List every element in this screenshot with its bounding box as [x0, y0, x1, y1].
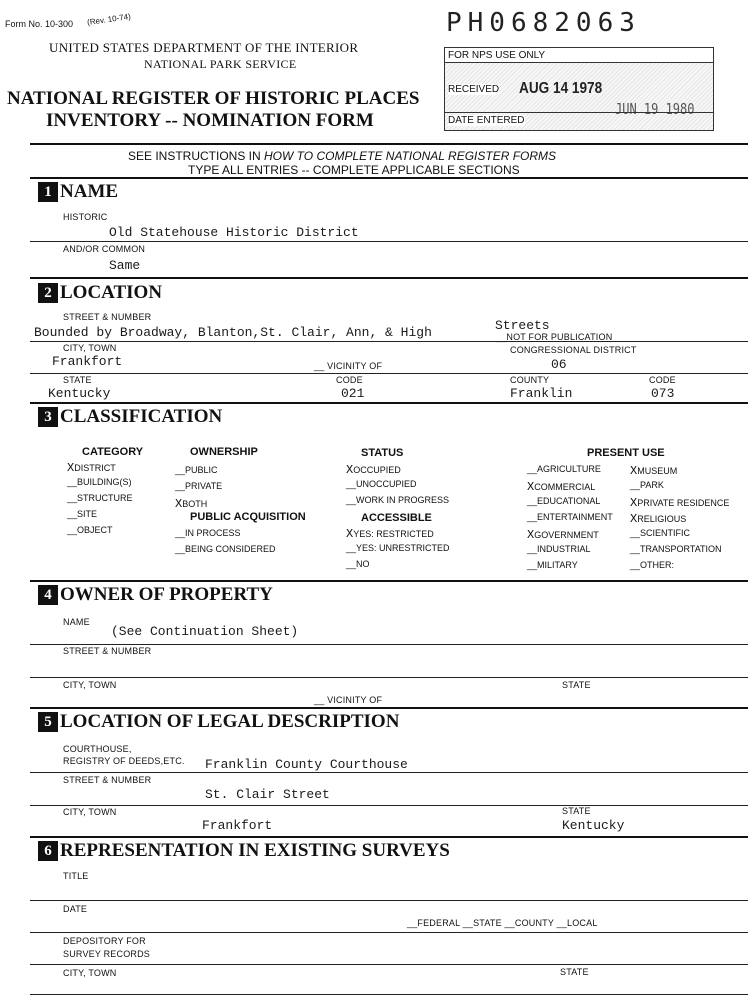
- handwritten-reference-number: PH0682063: [446, 8, 641, 38]
- common-name-value: Same: [109, 258, 141, 273]
- accessible-heading: ACCESSIBLE: [361, 512, 432, 524]
- section-number: 6: [38, 841, 58, 861]
- county-code-value: 073: [651, 386, 675, 401]
- department-name: UNITED STATES DEPARTMENT OF THE INTERIOR: [49, 40, 359, 55]
- section-number: 4: [38, 585, 58, 605]
- ownership-heading: OWNERSHIP: [190, 446, 258, 458]
- divider: [30, 143, 748, 145]
- legal-city-value: Frankfort: [202, 818, 273, 833]
- state-code-label: CODE: [336, 375, 363, 385]
- congressional-district-label: CONGRESSIONAL DISTRICT: [510, 345, 637, 355]
- state-value: Kentucky: [48, 386, 111, 401]
- status-list: [346, 463, 449, 511]
- received-label: RECEIVED: [448, 84, 500, 95]
- survey-state-label: STATE: [560, 967, 589, 977]
- courthouse-value: Franklin County Courthouse: [205, 757, 408, 772]
- depository-label-line1: DEPOSITORY FOR: [63, 936, 146, 946]
- entered-date-stamp: JUN 19 1980: [615, 100, 695, 118]
- checkbox-commercial[interactable]: XCOMMERCIAL: [527, 480, 596, 494]
- checkbox-unoccupied[interactable]: __UNOCCUPIED: [346, 479, 417, 489]
- checkbox-work-in-progress[interactable]: __WORK IN PROGRESS: [346, 495, 450, 505]
- owner-state-label: STATE: [562, 680, 591, 690]
- section-title: REPRESENTATION IN EXISTING SURVEYS: [60, 840, 450, 861]
- section-number: 5: [38, 712, 58, 732]
- present-use-right-list: [630, 464, 729, 576]
- checkbox-transportation[interactable]: __TRANSPORTATION: [630, 544, 722, 554]
- street-number-label: STREET & NUMBER: [63, 312, 152, 322]
- checkbox-agriculture[interactable]: __AGRICULTURE: [527, 464, 601, 474]
- checkbox-occupied[interactable]: XOCCUPIED: [346, 463, 401, 477]
- checkbox-yes-restricted[interactable]: XYES: RESTRICTED: [346, 527, 434, 541]
- vicinity-of-checkbox[interactable]: __ VICINITY OF: [314, 361, 383, 371]
- section-title: OWNER OF PROPERTY: [60, 584, 273, 605]
- checkbox-religious[interactable]: XRELIGIOUS: [630, 512, 687, 526]
- date-entered-label: DATE ENTERED: [448, 115, 525, 126]
- category-list: [67, 461, 133, 541]
- checkbox-no[interactable]: __NO: [346, 559, 370, 569]
- owner-name-value: (See Continuation Sheet): [111, 624, 299, 639]
- service-name: NATIONAL PARK SERVICE: [144, 57, 297, 71]
- section-title: LOCATION OF LEGAL DESCRIPTION: [60, 711, 400, 732]
- section-1-header: [38, 181, 118, 203]
- public-acquisition-heading: PUBLIC ACQUISITION: [190, 511, 306, 523]
- received-date-stamp: AUG 14 1978: [519, 80, 603, 97]
- city-town-label: CITY, TOWN: [63, 343, 117, 353]
- nps-use-only-box: [444, 47, 714, 131]
- survey-date-label: DATE: [63, 904, 88, 914]
- checkbox-private-residence[interactable]: XPRIVATE RESIDENCE: [630, 496, 730, 510]
- accessible-list: [346, 527, 450, 575]
- checkbox-district[interactable]: XDISTRICT: [67, 461, 116, 475]
- historic-label: HISTORIC: [63, 212, 108, 222]
- state-code-value: 021: [341, 386, 365, 401]
- checkbox-private[interactable]: __PRIVATE: [175, 481, 223, 491]
- streets-word: Streets: [495, 318, 550, 333]
- category-heading: CATEGORY: [82, 446, 144, 458]
- checkbox-museum[interactable]: XMUSEUM: [630, 464, 678, 478]
- status-heading: STATUS: [361, 447, 404, 459]
- section-number: 3: [38, 407, 58, 427]
- city-value: Frankfort: [52, 354, 123, 369]
- legal-state-value: Kentucky: [562, 818, 625, 833]
- section-2-header: [38, 282, 162, 304]
- checkbox-military[interactable]: __MILITARY: [527, 560, 578, 570]
- state-label: STATE: [63, 375, 92, 385]
- section-4-header: [38, 584, 273, 606]
- section-title: LOCATION: [60, 282, 163, 303]
- checkbox-being-considered[interactable]: __BEING CONSIDERED: [175, 544, 276, 554]
- checkbox-park[interactable]: __PARK: [630, 480, 664, 490]
- legal-street-label: STREET & NUMBER: [63, 775, 152, 785]
- checkbox-industrial[interactable]: __INDUSTRIAL: [527, 544, 591, 554]
- common-name-label: AND/OR COMMON: [63, 244, 146, 254]
- section-title: NAME: [60, 181, 119, 202]
- historic-name-value: Old Statehouse Historic District: [109, 225, 359, 240]
- checkbox-entertainment[interactable]: __ENTERTAINMENT: [527, 512, 613, 522]
- checkbox-structure[interactable]: __STRUCTURE: [67, 493, 133, 503]
- location-street-value: Bounded by Broadway, Blanton,St. Clair, Ann, & High: [34, 325, 432, 340]
- checkbox-educational[interactable]: __EDUCATIONAL: [527, 496, 601, 506]
- checkbox-government[interactable]: XGOVERNMENT: [527, 528, 599, 542]
- section-number: 2: [38, 283, 58, 303]
- checkbox-scientific[interactable]: __SCIENTIFIC: [630, 528, 691, 538]
- county-value: Franklin: [510, 386, 573, 401]
- section-title: CLASSIFICATION: [60, 406, 223, 427]
- acquisition-list: [175, 528, 276, 560]
- section-6-header: [38, 840, 450, 862]
- form-revision: (Rev. 10-74): [86, 11, 132, 28]
- county-code-label: CODE: [649, 375, 676, 385]
- section-5-header: [38, 711, 399, 733]
- checkbox-yes-unrestricted[interactable]: __YES: UNRESTRICTED: [346, 543, 450, 553]
- survey-city-label: CITY, TOWN: [63, 968, 117, 978]
- owner-street-label: STREET & NUMBER: [63, 646, 152, 656]
- divider: [30, 177, 748, 179]
- courthouse-label-line1: COURTHOUSE,: [63, 744, 132, 754]
- depository-label-line2: SURVEY RECORDS: [63, 949, 150, 959]
- courthouse-label-line2: REGISTRY OF DEEDS,ETC.: [63, 756, 185, 766]
- checkbox-buildings[interactable]: __BUILDING(S): [67, 477, 132, 487]
- present-use-heading: PRESENT USE: [587, 447, 665, 459]
- legal-city-label: CITY, TOWN: [63, 807, 117, 817]
- present-use-left-list: [527, 464, 613, 576]
- form-title-line1: NATIONAL REGISTER OF HISTORIC PLACES: [7, 88, 420, 109]
- form-title-line2: INVENTORY -- NOMINATION FORM: [46, 110, 374, 131]
- instructions-line2: TYPE ALL ENTRIES -- COMPLETE APPLICABLE SECTIONS: [188, 163, 520, 177]
- survey-level-checkboxes[interactable]: __FEDERAL __STATE __COUNTY __LOCAL: [407, 918, 598, 928]
- legal-street-value: St. Clair Street: [205, 787, 330, 802]
- legal-state-label: STATE: [562, 806, 591, 816]
- county-label: COUNTY: [510, 375, 550, 385]
- congressional-district-value: 06: [551, 357, 567, 372]
- survey-title-label: TITLE: [63, 871, 89, 881]
- owner-vicinity-checkbox[interactable]: __ VICINITY OF: [314, 695, 383, 705]
- checkbox-other[interactable]: __OTHER:: [630, 560, 675, 570]
- instructions-line1: SEE INSTRUCTIONS IN HOW TO COMPLETE NATIONAL REGISTER FORMS: [128, 149, 557, 163]
- section-3-header: [38, 406, 222, 428]
- checkbox-both[interactable]: XBOTH: [175, 497, 208, 511]
- checkbox-object[interactable]: __OBJECT: [67, 525, 113, 535]
- checkbox-site[interactable]: __SITE: [67, 509, 98, 519]
- owner-name-label: NAME: [63, 617, 90, 627]
- form-number: Form No. 10-300: [5, 19, 74, 29]
- nps-box-title: FOR NPS USE ONLY: [448, 50, 546, 61]
- not-for-publication-checkbox[interactable]: __NOT FOR PUBLICATION: [496, 332, 613, 342]
- ownership-list: [175, 465, 222, 513]
- checkbox-public[interactable]: __PUBLIC: [175, 465, 218, 475]
- checkbox-in-process[interactable]: __IN PROCESS: [175, 528, 241, 538]
- section-number: 1: [38, 182, 58, 202]
- owner-city-label: CITY, TOWN: [63, 680, 117, 690]
